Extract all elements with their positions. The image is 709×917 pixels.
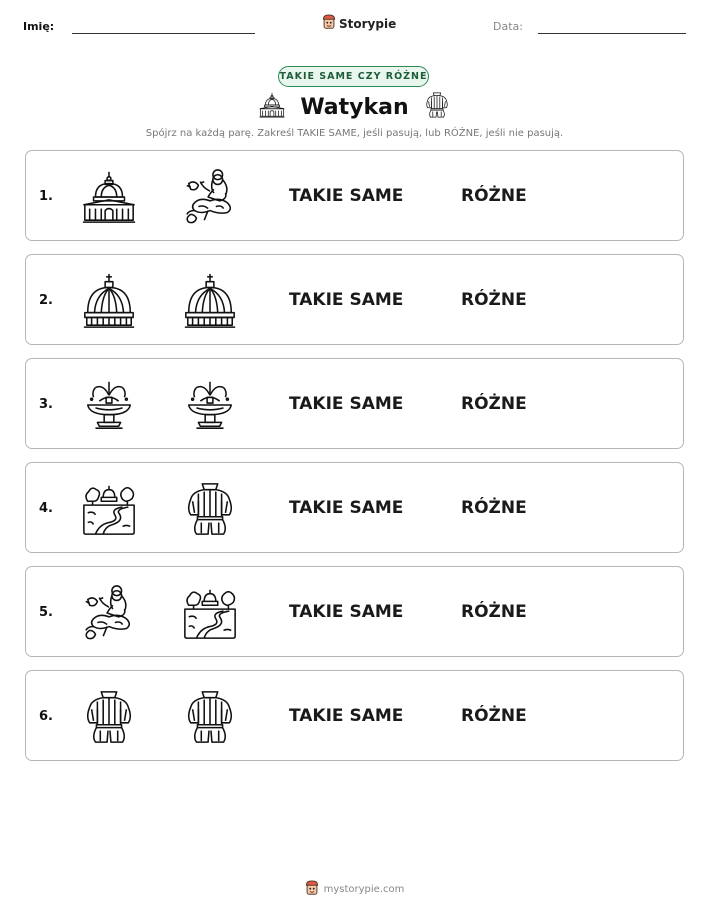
dome-icon (181, 271, 239, 331)
title-row (0, 92, 709, 122)
row-number: 2. (39, 293, 53, 308)
dome-icon (80, 271, 138, 331)
option-different[interactable]: RÓŻNE (461, 290, 527, 310)
row-number: 3. (39, 397, 53, 412)
row-number: 4. (39, 501, 53, 516)
worksheet-tag: TAKIE SAME CZY RÓŻNE (278, 66, 429, 87)
instructions: Spójrz na każdą parę. Zakreśl TAKIE SAME, jeśli pasują, lub RÓŻNE, jeśli nie pasują. (145, 128, 564, 139)
date-line[interactable] (538, 33, 686, 34)
date-label: Data: (493, 20, 523, 33)
guard-uniform-icon (80, 687, 138, 747)
question-row (25, 254, 684, 345)
guard-uniform-icon (181, 479, 239, 539)
option-same[interactable]: TAKIE SAME (289, 602, 404, 622)
question-row (25, 358, 684, 449)
option-same[interactable]: TAKIE SAME (289, 394, 404, 414)
fountain-icon (181, 375, 239, 435)
row-number: 6. (39, 709, 53, 724)
name-line[interactable] (72, 33, 255, 34)
guard-uniform-icon (423, 90, 451, 124)
option-different[interactable]: RÓŻNE (461, 706, 527, 726)
option-different[interactable]: RÓŻNE (461, 498, 527, 518)
gardens-icon (80, 479, 138, 539)
storypie-logo-icon (305, 880, 319, 899)
storypie-logo-icon (322, 14, 336, 33)
question-row (25, 462, 684, 553)
fountain-icon (80, 375, 138, 435)
angel-icon (80, 583, 138, 643)
footer-site: mystorypie.com (323, 884, 405, 895)
footer (0, 880, 709, 899)
basilica-icon (258, 90, 286, 124)
option-different[interactable]: RÓŻNE (461, 394, 527, 414)
angel-icon (181, 167, 239, 227)
option-different[interactable]: RÓŻNE (461, 602, 527, 622)
option-same[interactable]: TAKIE SAME (289, 186, 404, 206)
page-title: Watykan (300, 94, 409, 120)
option-same[interactable]: TAKIE SAME (289, 498, 404, 518)
row-number: 5. (39, 605, 53, 620)
option-different[interactable]: RÓŻNE (461, 186, 527, 206)
option-same[interactable]: TAKIE SAME (289, 290, 404, 310)
question-row (25, 670, 684, 761)
gardens-icon (181, 583, 239, 643)
question-row (25, 150, 684, 241)
option-same[interactable]: TAKIE SAME (289, 706, 404, 726)
basilica-icon (80, 167, 138, 227)
guard-uniform-icon (181, 687, 239, 747)
brand-name: Storypie (339, 16, 397, 31)
brand (322, 14, 396, 33)
row-number: 1. (39, 189, 53, 204)
name-label: Imię: (23, 20, 55, 33)
question-row (25, 566, 684, 657)
